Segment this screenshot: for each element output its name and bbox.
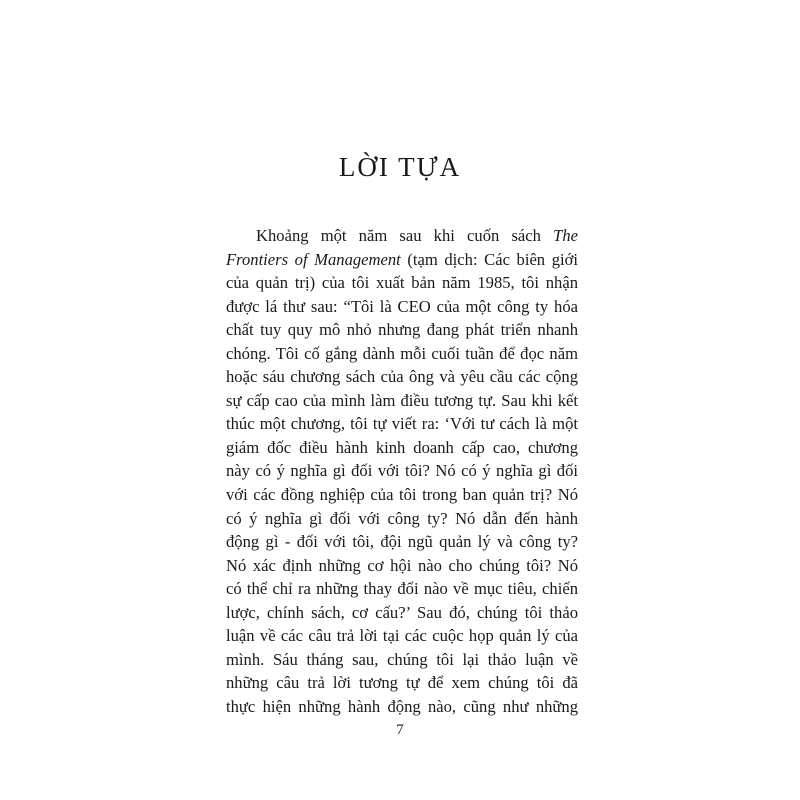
text-line: chóng. Tôi cố gắng dành mỗi cuối tuần để đọc năm: [226, 343, 578, 363]
text-line: giám đốc điều hành kinh doanh cấp cao, chương: [226, 437, 578, 457]
text-line: với các đồng nghiệp của tôi trong ban quản trị? Nó: [226, 485, 578, 505]
text-line: thúc một chương, tôi tự viết ra: ‘Với tư cách là một: [226, 414, 578, 434]
text-line: được lá thư sau: “Tôi là CEO của một công ty hóa: [226, 296, 578, 316]
text-line: lược, chính sách, cơ cấu?’ Sau đó, chúng tôi thảo: [226, 602, 578, 622]
text-line: Khoảng một năm sau khi cuốn sách The: [256, 226, 578, 245]
body-paragraph: [226, 224, 578, 718]
text-line: sự cấp cao của mình làm điều tương tự. Sau khi kết: [226, 390, 578, 410]
text-line: này có ý nghĩa gì đối với tôi? Nó có ý nghĩa gì đối: [226, 461, 578, 481]
page-number: 7: [396, 722, 404, 738]
text-line: động gì - đối với tôi, đội ngũ quản lý và công ty?: [226, 532, 578, 552]
text-line: Frontiers of Management (tạm dịch: Các biên giới: [226, 249, 578, 269]
text-line: chất tuy quy mô nhỏ nhưng đang phát triển nhanh: [226, 320, 578, 340]
text-line: luận về các câu trả lời tại các cuộc họp quản lý của: [226, 626, 578, 646]
text-line: có ý nghĩa gì đối với công ty? Nó dẫn đến hành: [226, 508, 578, 528]
text-line: hoặc sáu chương sách của ông và yêu cầu các cộng: [226, 367, 578, 387]
text-line: thực hiện những hành động nào, cũng như những: [226, 696, 578, 716]
chapter-title: LỜI TỰA: [338, 152, 462, 182]
text-line: mình. Sáu tháng sau, chúng tôi lại thảo luận về: [226, 649, 578, 669]
text-line: những câu trả lời tương tự để xem chúng tôi đã: [226, 673, 578, 693]
text-line: của quản trị) của tôi xuất bản năm 1985, tôi nhận: [226, 273, 578, 293]
text-line: Nó xác định những cơ hội nào cho chúng tôi? Nó: [226, 555, 578, 575]
text-line: có thể chỉ ra những thay đổi nào về mục tiêu, chiến: [226, 579, 578, 599]
